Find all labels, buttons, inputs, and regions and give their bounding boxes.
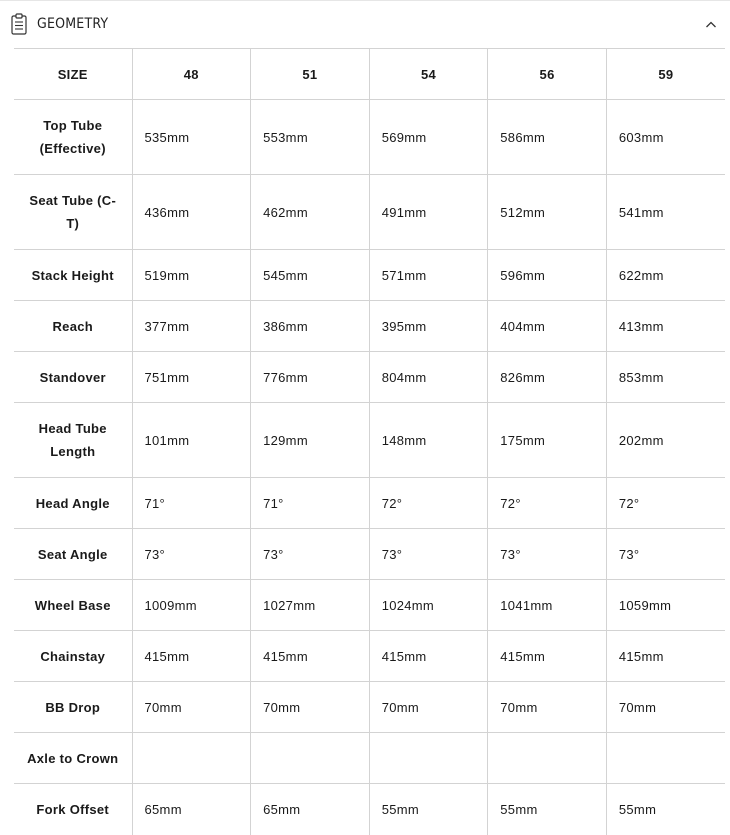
table-cell: 202mm: [606, 403, 725, 478]
size-column-header: 48: [132, 49, 251, 100]
table-cell: 73°: [488, 529, 607, 580]
table-cell: 804mm: [369, 352, 488, 403]
table-row: [14, 250, 725, 301]
table-cell: 415mm: [606, 631, 725, 682]
table-cell: 148mm: [369, 403, 488, 478]
table-cell: 586mm: [488, 100, 607, 175]
table-cell: 622mm: [606, 250, 725, 301]
table-cell: 512mm: [488, 175, 607, 250]
row-label: Standover: [14, 352, 132, 403]
row-label: Axle to Crown: [14, 733, 132, 784]
table-row: [14, 733, 725, 784]
table-cell: 73°: [369, 529, 488, 580]
geometry-accordion-header[interactable]: [0, 0, 730, 47]
table-cell: 1009mm: [132, 580, 251, 631]
row-label: Top Tube (Effective): [14, 100, 132, 175]
table-cell: 55mm: [488, 784, 607, 835]
table-cell: 71°: [132, 478, 251, 529]
table-cell: [606, 733, 725, 784]
row-label: Wheel Base: [14, 580, 132, 631]
size-column-header: 51: [251, 49, 370, 100]
table-cell: 70mm: [606, 682, 725, 733]
table-cell: 65mm: [251, 784, 370, 835]
size-column-header: 54: [369, 49, 488, 100]
table-cell: 415mm: [369, 631, 488, 682]
clipboard-icon: [11, 13, 27, 35]
table-row: [14, 682, 725, 733]
table-cell: 853mm: [606, 352, 725, 403]
size-column-header: 56: [488, 49, 607, 100]
table-cell: 175mm: [488, 403, 607, 478]
table-row: [14, 478, 725, 529]
table-cell: 72°: [369, 478, 488, 529]
table-cell: 535mm: [132, 100, 251, 175]
section-title: GEOMETRY: [37, 16, 109, 32]
table-cell: 415mm: [251, 631, 370, 682]
table-row: [14, 580, 725, 631]
row-label: Seat Angle: [14, 529, 132, 580]
table-cell: 73°: [132, 529, 251, 580]
table-cell: 377mm: [132, 301, 251, 352]
table-cell: 596mm: [488, 250, 607, 301]
table-row: [14, 301, 725, 352]
table-cell: [369, 733, 488, 784]
table-cell: 55mm: [606, 784, 725, 835]
table-cell: 71°: [251, 478, 370, 529]
table-cell: 826mm: [488, 352, 607, 403]
table-cell: 70mm: [369, 682, 488, 733]
table-cell: [251, 733, 370, 784]
table-cell: 436mm: [132, 175, 251, 250]
table-cell: 415mm: [132, 631, 251, 682]
size-column-header: 59: [606, 49, 725, 100]
row-label: BB Drop: [14, 682, 132, 733]
table-cell: 1027mm: [251, 580, 370, 631]
table-cell: 569mm: [369, 100, 488, 175]
table-cell: 541mm: [606, 175, 725, 250]
table-cell: 101mm: [132, 403, 251, 478]
table-cell: 72°: [606, 478, 725, 529]
table-row: [14, 403, 725, 478]
table-cell: 70mm: [251, 682, 370, 733]
table-cell: 55mm: [369, 784, 488, 835]
table-cell: 1041mm: [488, 580, 607, 631]
row-label: Head Tube Length: [14, 403, 132, 478]
table-row: [14, 529, 725, 580]
row-label: Stack Height: [14, 250, 132, 301]
row-label: Head Angle: [14, 478, 132, 529]
table-cell: 462mm: [251, 175, 370, 250]
table-cell: [488, 733, 607, 784]
geometry-table: [14, 48, 725, 835]
table-cell: 571mm: [369, 250, 488, 301]
table-cell: 545mm: [251, 250, 370, 301]
table-cell: 776mm: [251, 352, 370, 403]
row-label: Fork Offset: [14, 784, 132, 835]
table-cell: 1059mm: [606, 580, 725, 631]
table-cell: 415mm: [488, 631, 607, 682]
table-row: [14, 175, 725, 250]
row-label: Reach: [14, 301, 132, 352]
table-row: [14, 352, 725, 403]
table-cell: 404mm: [488, 301, 607, 352]
table-cell: 491mm: [369, 175, 488, 250]
table-cell: 395mm: [369, 301, 488, 352]
table-cell: 70mm: [132, 682, 251, 733]
table-cell: 519mm: [132, 250, 251, 301]
table-cell: 413mm: [606, 301, 725, 352]
table-cell: 129mm: [251, 403, 370, 478]
table-cell: 751mm: [132, 352, 251, 403]
table-row: [14, 631, 725, 682]
table-cell: [132, 733, 251, 784]
table-row: [14, 100, 725, 175]
table-cell: 1024mm: [369, 580, 488, 631]
table-cell: 603mm: [606, 100, 725, 175]
size-header: SIZE: [14, 49, 132, 100]
table-header-row: [14, 49, 725, 100]
table-cell: 65mm: [132, 784, 251, 835]
chevron-up-icon[interactable]: [705, 20, 717, 29]
table-cell: 386mm: [251, 301, 370, 352]
table-cell: 553mm: [251, 100, 370, 175]
row-label: Chainstay: [14, 631, 132, 682]
row-label: Seat Tube (C-T): [14, 175, 132, 250]
table-cell: 73°: [251, 529, 370, 580]
table-cell: 70mm: [488, 682, 607, 733]
table-cell: 73°: [606, 529, 725, 580]
table-cell: 72°: [488, 478, 607, 529]
